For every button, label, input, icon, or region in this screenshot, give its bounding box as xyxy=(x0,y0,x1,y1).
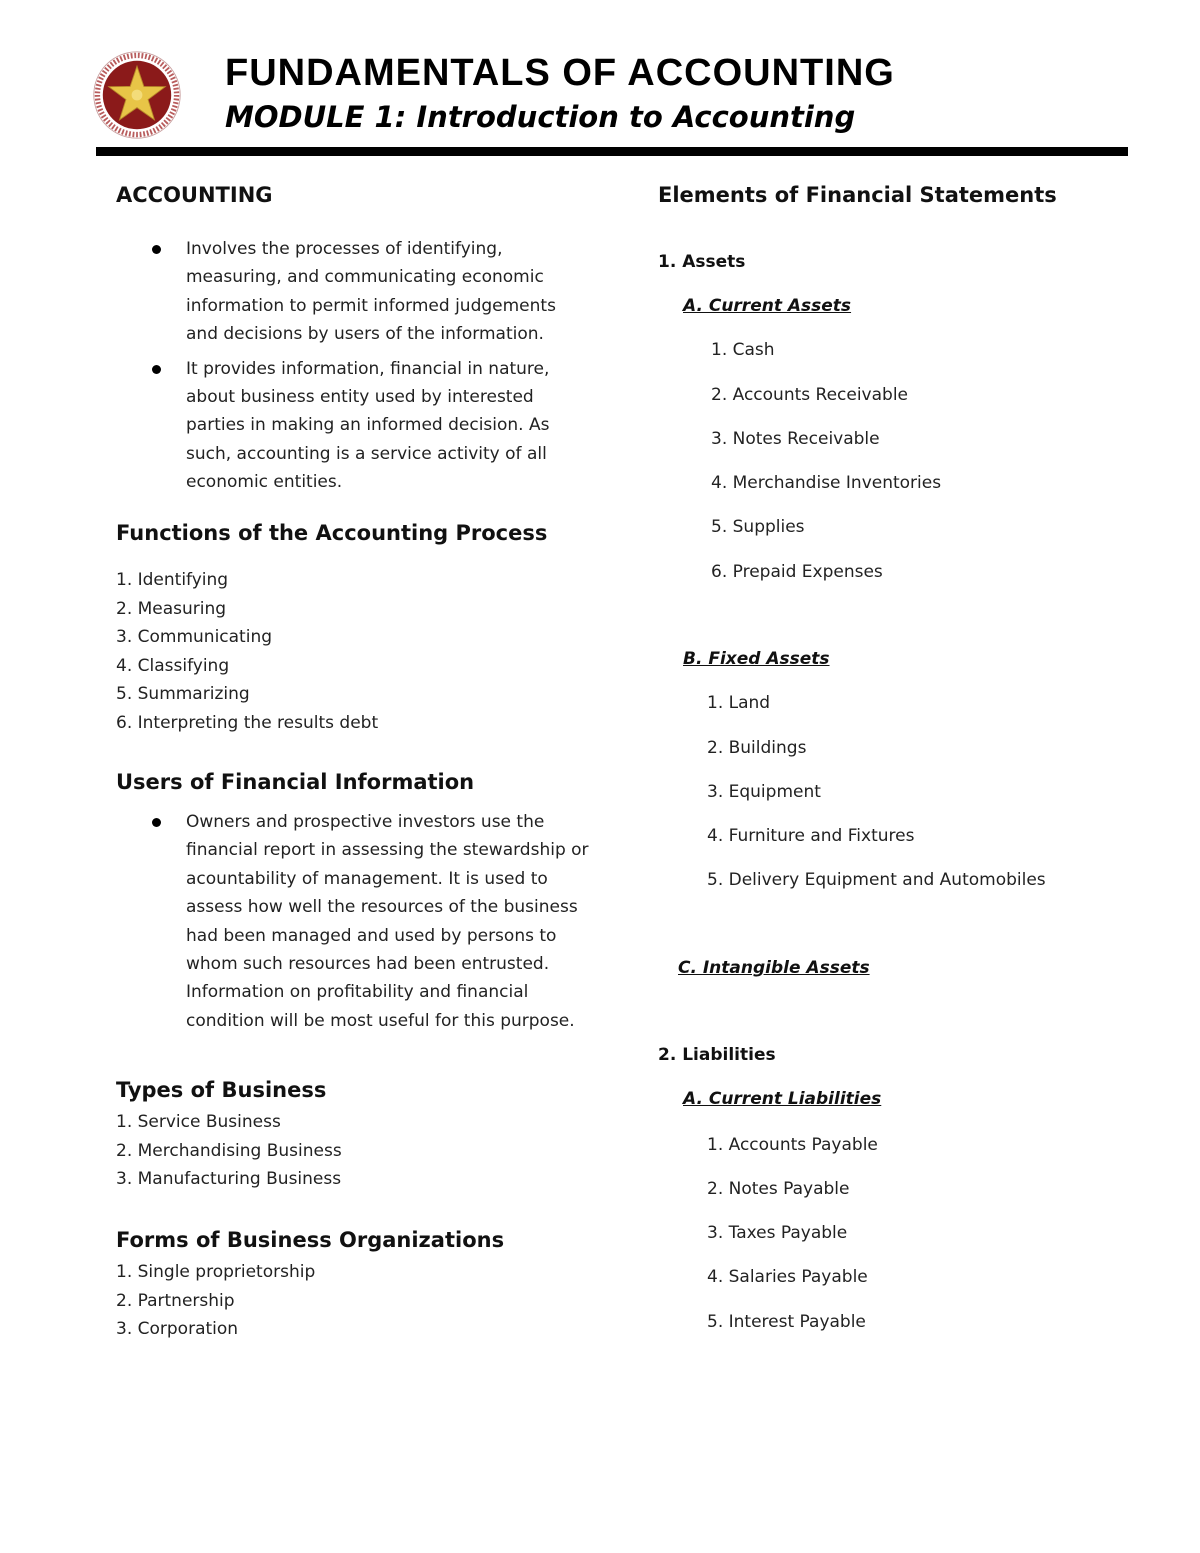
module-subtitle: MODULE 1: Introduction to Accounting xyxy=(225,100,856,134)
university-seal-icon xyxy=(92,50,182,140)
header-divider xyxy=(96,147,1128,156)
list-item: 3. Equipment xyxy=(707,782,821,802)
types-list xyxy=(116,1108,342,1194)
list-item: 4. Merchandise Inventories xyxy=(711,473,942,493)
list-item: 3. Notes Receivable xyxy=(711,429,880,449)
section-heading-elements: Elements of Financial Statements xyxy=(658,183,1057,207)
bullet-icon xyxy=(152,818,161,827)
list-item: 2. Notes Payable xyxy=(707,1179,850,1199)
list-item: 5. Summarizing xyxy=(116,684,250,704)
users-bullets xyxy=(116,808,616,1035)
list-item: 2. Measuring xyxy=(116,598,227,619)
list-item: 1. Accounts Payable xyxy=(707,1135,878,1155)
list-item: 6. Interpreting the results debt xyxy=(116,712,379,733)
current-liabilities-heading: A. Current Liabilities xyxy=(683,1089,882,1109)
list-item: 4. Classifying xyxy=(116,655,230,676)
intangible-assets-heading: C. Intangible Assets xyxy=(678,958,870,978)
list-item: 2. Partnership xyxy=(116,1290,235,1311)
list-item: 3. Manufacturing Business xyxy=(116,1169,342,1189)
list-item: 5. Supplies xyxy=(711,517,805,537)
bullet-icon xyxy=(152,365,161,374)
document-title: FUNDAMENTALS OF ACCOUNTING xyxy=(225,52,895,94)
list-item: 6. Prepaid Expenses xyxy=(711,562,883,582)
list-item: 2. Accounts Receivable xyxy=(711,385,909,405)
list-item: 1. Service Business xyxy=(116,1112,281,1132)
list-item: 3. Communicating xyxy=(116,627,273,647)
list-item: 4. Furniture and Fixtures xyxy=(707,826,915,846)
fixed-assets-heading: B. Fixed Assets xyxy=(683,649,830,669)
current-assets-heading: A. Current Assets xyxy=(683,296,852,316)
accounting-bullets xyxy=(116,235,616,497)
list-item: 1. Land xyxy=(707,693,771,713)
forms-list xyxy=(116,1258,315,1344)
list-item: 3. Taxes Payable xyxy=(707,1223,848,1243)
list-item: 5. Interest Payable xyxy=(707,1312,866,1332)
list-item: 2. Merchandising Business xyxy=(116,1140,342,1161)
list-item: Owners and prospective investors use the financial report in assessing the stewardship or acountability of management. It is used to assess how well the resources of the business had been managed and used by persons to whom such resources had been entrusted. Information on profitability and financial condition will be most useful for this purpose. xyxy=(116,808,591,1035)
section-heading-functions: Functions of the Accounting Process xyxy=(116,521,548,545)
list-item: 1. Identifying xyxy=(116,570,229,590)
assets-heading: 1. Assets xyxy=(658,252,746,272)
list-item: 5. Delivery Equipment and Automobiles xyxy=(707,870,1046,890)
section-heading-users: Users of Financial Information xyxy=(116,770,475,794)
list-item: 3. Corporation xyxy=(116,1319,239,1339)
functions-list xyxy=(116,566,378,737)
list-item: It provides information, financial in nature, about business entity used by interested parties in making an informed decision. As such, accounting is a service activity of all economic entities. xyxy=(116,355,586,497)
list-item: 1. Cash xyxy=(711,340,775,360)
bullet-icon xyxy=(152,245,161,254)
list-item: Involves the processes of identifying, measuring, and communicating economic information to permit informed judgements and decisions by users of the information. xyxy=(116,235,586,349)
section-heading-accounting: ACCOUNTING xyxy=(116,183,273,207)
section-heading-types: Types of Business xyxy=(116,1078,327,1102)
list-item: 1. Single proprietorship xyxy=(116,1262,316,1282)
list-item: 4. Salaries Payable xyxy=(707,1267,868,1287)
liabilities-heading: 2. Liabilities xyxy=(658,1045,776,1065)
list-item: 2. Buildings xyxy=(707,738,807,758)
section-heading-forms: Forms of Business Organizations xyxy=(116,1228,505,1252)
